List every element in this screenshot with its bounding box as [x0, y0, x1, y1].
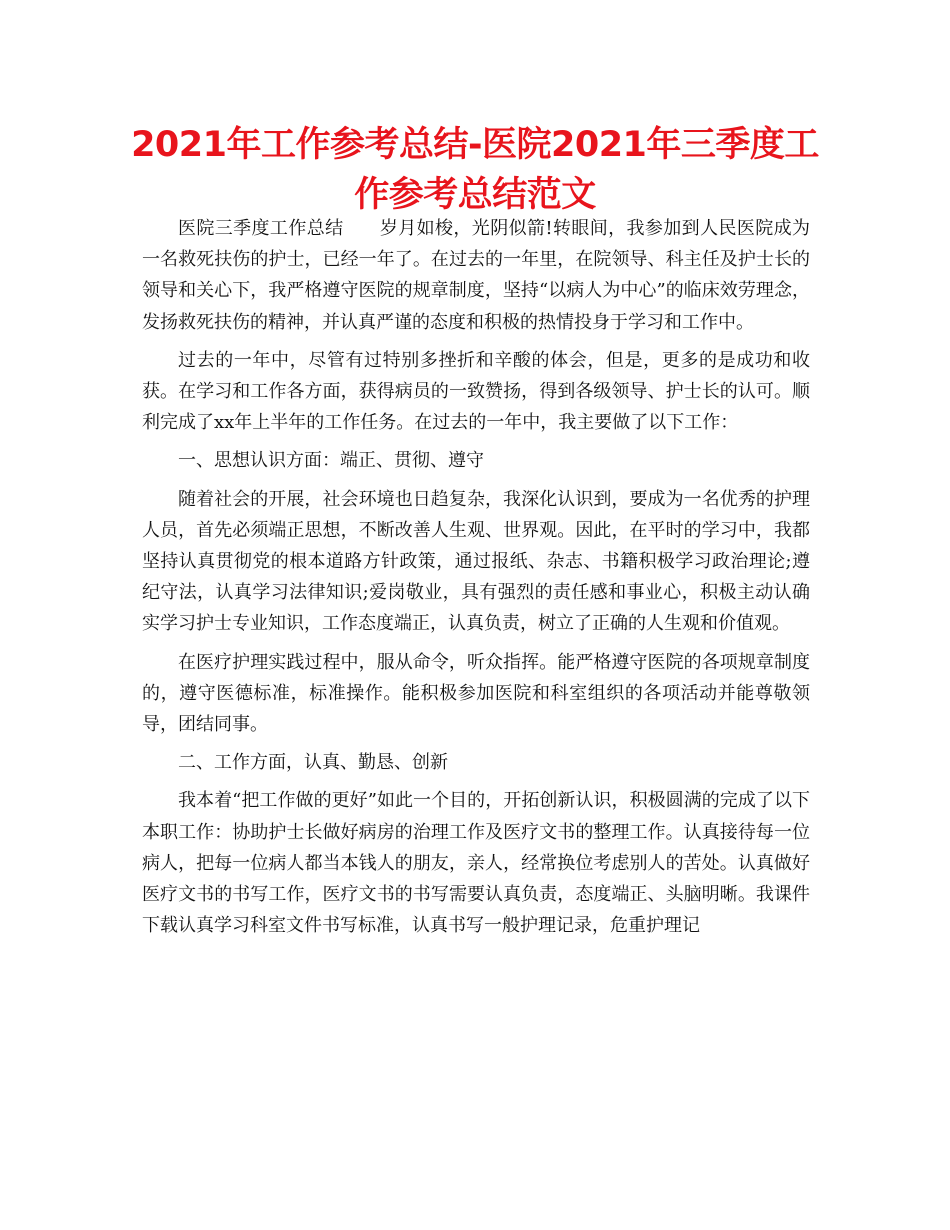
intro-label: 医院三季度工作总结 [178, 218, 344, 239]
paragraph-5: 我本着“把工作做的更好”如此一个目的，开拓创新认识，积极圆满的完成了以下本职工作：协助护士长做好病房的治理工作及医疗文书的整理工作。认真接待每一位病人，把每一位病人都当本钱人的朋友，亲人，经常换位考虑别人的苦处。认真做好医疗文书的书写工作，医疗文书的书写需要认真负责，态度端正、头脑明晰。我课件下载认真学习科室文件书写标准，认真书写一般护理记录，危重护理记 [142, 790, 810, 937]
paragraph-2: 过去的一年中，尽管有过特别多挫折和辛酸的体会，但是，更多的是成功和收获。在学习和工作各方面，获得病员的一致赞扬，得到各级领导、护士长的认可。顺利完成了xx年上半年的工作任务。在过去的一年中，我主要做了以下工作： [142, 349, 810, 434]
paragraph-1-text: 岁月如梭，光阴似箭!转眼间，我参加到人民医院成为一名救死扶伤的护士，已经一年了。在过去的一年里，在院领导、科主任及护士长的领导和关心下，我严格遵守医院的规章制度，坚持“以病人为中心”的临床效劳理念，发扬救死扶伤的精神，并认真严谨的态度和积极的热情投身于学习和工作中。 [142, 218, 810, 333]
paragraph-1 [142, 213, 810, 338]
paragraph-3: 随着社会的开展，社会环境也日趋复杂，我深化认识到，要成为一名优秀的护理人员，首先必须端正思想，不断改善人生观、世界观。因此，在平时的学习中，我都坚持认真贯彻党的根本道路方针政策，通过报纸、杂志、书籍积极学习政治理论;遵纪守法，认真学习法律知识;爱岗敬业，具有强烈的责任感和事业心，积极主动认确实学习护士专业知识，工作态度端正，认真负责，树立了正确的人生观和价值观。 [142, 488, 810, 635]
section-heading-1: 一、思想认识方面：端正、贯彻、遵守 [178, 450, 484, 472]
document-body [142, 213, 810, 948]
paragraph-4: 在医疗护理实践过程中，服从命令，听众指挥。能严格遵守医院的各项规章制度的，遵守医德标准，标准操作。能积极参加医院和科室组织的各项活动并能尊敬领导，团结同事。 [142, 651, 810, 736]
document-title: 2021年工作参考总结-医院2021年三季度工作参考总结范文 [131, 125, 819, 215]
section-heading-2: 二、工作方面，认真、勤恳、创新 [178, 752, 448, 774]
